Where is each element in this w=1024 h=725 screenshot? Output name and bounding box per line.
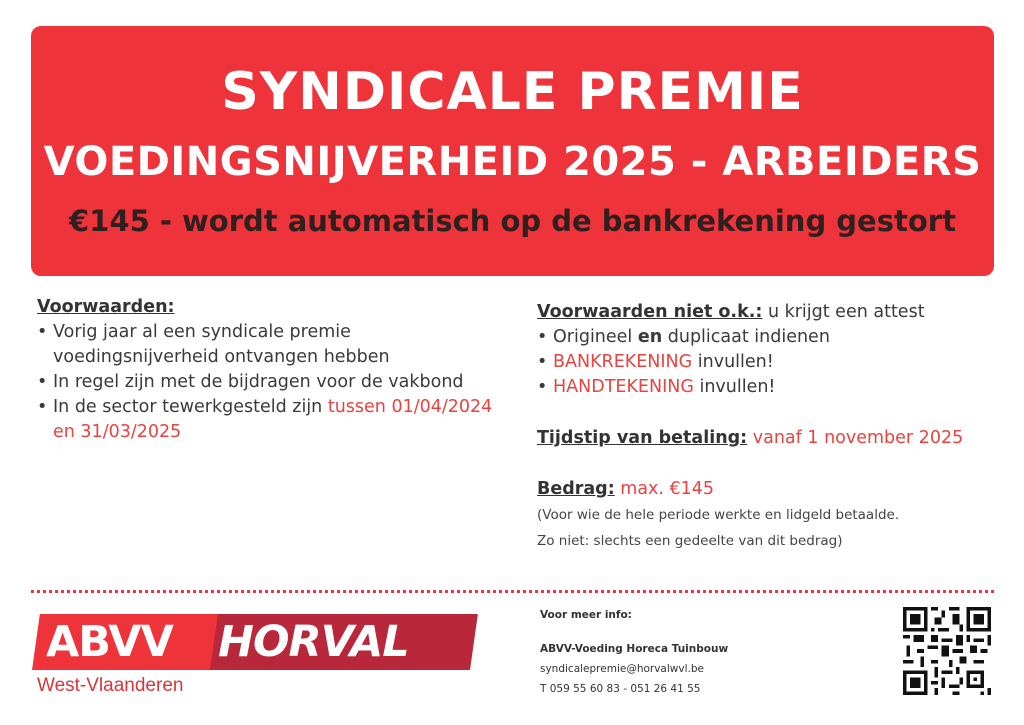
condition-dates: tussen 01/04/2024 en 31/03/2025 xyxy=(53,397,493,442)
banner xyxy=(31,26,994,276)
org-name: ABVV-Voeding Horeca Tuinbouw xyxy=(540,643,729,655)
banner-title: SYNDICALE PREMIE xyxy=(221,62,804,122)
amount-value: max. €145 xyxy=(620,479,715,499)
contact-info xyxy=(540,605,728,699)
condition-text: Vorig jaar al een syndicale premie voedingsnijverheid ontvangen hebben xyxy=(53,322,390,367)
qr-code-icon[interactable] xyxy=(903,607,991,695)
dotted-divider xyxy=(31,590,994,593)
conditions-heading: Voorwaarden: xyxy=(37,297,175,317)
amount-note: Zo niet: slechts een gedeelte van dit bedrag) xyxy=(537,533,843,549)
not-ok-suffix: u krijgt een attest xyxy=(762,302,925,322)
region-label: West-Vlaanderen xyxy=(37,675,184,696)
payment-value: vanaf 1 november 2025 xyxy=(752,428,964,448)
info-label: Voor meer info: xyxy=(540,609,632,621)
logo-text: HORVAL xyxy=(218,617,409,667)
banner-subtitle: VOEDINGSNIJVERHEID 2025 - ARBEIDERS xyxy=(43,139,982,185)
abvv-horval-logo xyxy=(32,614,476,670)
list-item: • BANKREKENING invullen! xyxy=(537,352,774,372)
amount-note: (Voor wie de hele periode werkte en lidgeld betaalde. xyxy=(537,507,900,523)
banner-tagline: €145 - wordt automatisch op de bankrekening gestort xyxy=(69,204,956,238)
condition-text: In de sector tewerkgesteld zijn xyxy=(53,397,328,417)
item-text: invullen! xyxy=(692,352,774,372)
amount-heading: Bedrag: xyxy=(537,479,615,499)
item-text: invullen! xyxy=(693,377,776,397)
email-link[interactable]: syndicalepremie@horvalwvl.be xyxy=(540,663,704,675)
payment-heading: Tijdstip van betaling: xyxy=(537,428,748,448)
list-item: • Origineel en duplicaat indienen xyxy=(537,327,830,347)
list-item: • Vorig jaar al een syndicale premie voedingsnijverheid ontvangen hebben xyxy=(37,322,390,367)
item-text: Origineel xyxy=(553,327,638,347)
item-red: HANDTEKENING xyxy=(553,377,694,397)
condition-text: In regel zijn met de bijdragen voor de vakbond xyxy=(53,372,464,392)
phone-number: T 059 55 60 83 - 051 26 41 55 xyxy=(540,683,701,695)
list-item: • HANDTEKENING invullen! xyxy=(537,377,776,397)
info-column xyxy=(537,300,997,554)
conditions-column xyxy=(37,295,517,445)
item-text: duplicaat indienen xyxy=(662,327,830,347)
list-item: • In regel zijn met de bijdragen voor de vakbond xyxy=(37,372,464,392)
logo-text: ABVV xyxy=(46,617,173,667)
not-ok-heading: Voorwaarden niet o.k.: xyxy=(537,302,763,322)
item-bold: en xyxy=(637,327,663,347)
list-item: • In de sector tewerkgesteld zijn tussen 01/04/2024 en 31/03/2025 xyxy=(37,397,493,442)
item-red: BANKREKENING xyxy=(553,352,693,372)
